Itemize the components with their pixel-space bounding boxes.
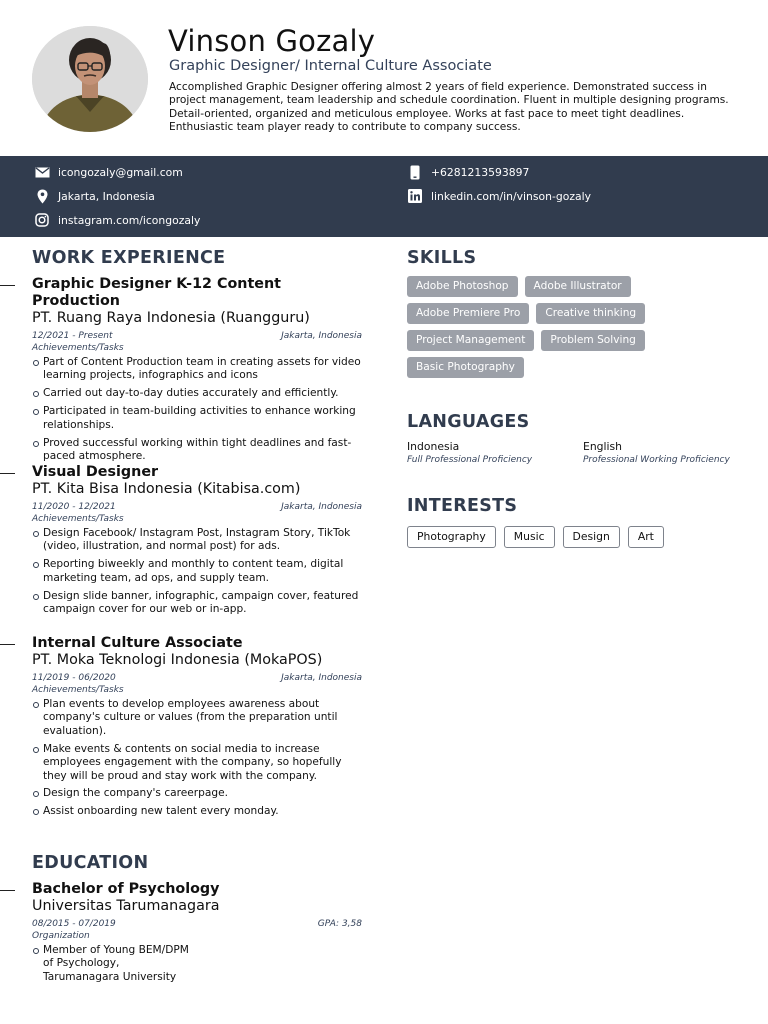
instagram-icon: [34, 212, 50, 228]
section-title-interests: INTERESTS: [407, 496, 518, 516]
education-item: [32, 881, 362, 989]
job-location: Jakarta, Indonesia: [281, 673, 362, 683]
section-title-skills: SKILLS: [407, 248, 477, 268]
mail-icon: [34, 164, 50, 180]
profile-role: Graphic Designer/ Internal Culture Associate: [169, 58, 492, 74]
job-title: Internal Culture Associate: [32, 635, 243, 651]
job-meta: [32, 330, 362, 342]
experience-item: [32, 276, 362, 468]
organization-item: Member of Young BEM/DPM of Psychology, Tarumanagara University: [32, 944, 192, 984]
interest-tag: Music: [504, 526, 555, 548]
organization-list: [32, 944, 192, 984]
task-item: Design Facebook/ Instagram Post, Instagram Story, TikTok (video, illustration, and normal post) for ads.: [32, 527, 362, 554]
job-location: Jakarta, Indonesia: [281, 331, 362, 341]
profile-summary: Accomplished Graphic Designer offering almost 2 years of field experience. Demonstrated success in project management, team leadership and schedule coordination. Fluent in multiple designing programs. Detail-oriented, organized and meticulous employee. Works at fast pace to meet tight deadlines. Enthusiastic team player ready to contribute to company success.: [169, 81, 729, 133]
interest-tag: Art: [628, 526, 664, 548]
skill-tag: Adobe Premiere Pro: [407, 303, 529, 324]
contact-instagram[interactable]: [34, 212, 200, 228]
experience-item: [32, 464, 362, 621]
job-dates: 11/2019 - 06/2020: [32, 673, 116, 683]
task-item: Participated in team-building activities to enhance working relationships.: [32, 405, 362, 432]
language-name: Indonesia: [407, 440, 460, 453]
task-item: Design the company's careerpage.: [32, 787, 362, 800]
job-company: PT. Moka Teknologi Indonesia (MokaPOS): [32, 652, 323, 668]
job-subheading: Achievements/Tasks: [32, 514, 124, 524]
task-item: Proved successful working within tight deadlines and fast-paced atmosphere.: [32, 437, 362, 464]
skills-list: [407, 276, 747, 384]
skill-tag: Basic Photography: [407, 357, 524, 378]
timeline-marker: [0, 890, 15, 891]
section-title-experience: WORK EXPERIENCE: [32, 248, 226, 268]
profile-photo: [32, 26, 148, 132]
skill-tag: Project Management: [407, 330, 534, 351]
language-level: Full Professional Proficiency: [407, 455, 533, 465]
section-title-languages: LANGUAGES: [407, 412, 530, 432]
contact-instagram-text: instagram.com/icongozaly: [58, 213, 201, 227]
location-pin-icon: [34, 188, 50, 204]
degree-title: Bachelor of Psychology: [32, 881, 220, 897]
skill-tag: Problem Solving: [541, 330, 644, 351]
job-title: Graphic Designer K-12 Content Production: [32, 276, 281, 309]
contact-email-text: icongozaly@gmail.com: [58, 165, 183, 179]
task-item: Make events & contents on social media to increase employees engagement with the company, so hopefully they will be proud and stay work with the company.: [32, 743, 362, 783]
skill-tag: Creative thinking: [536, 303, 645, 324]
language-item: [583, 440, 730, 466]
task-item: Carried out day-to-day duties accurately and efficiently.: [32, 387, 362, 400]
experience-item: [32, 635, 362, 823]
skill-tag: Adobe Illustrator: [525, 276, 631, 297]
interests-list: [407, 526, 672, 548]
job-subheading: Achievements/Tasks: [32, 685, 124, 695]
job-meta: [32, 501, 362, 513]
task-list: [32, 698, 362, 819]
language-level: Professional Working Proficiency: [583, 455, 730, 465]
contact-email[interactable]: [34, 164, 183, 180]
job-dates: 11/2020 - 12/2021: [32, 502, 116, 512]
job-title: Visual Designer: [32, 464, 159, 480]
linkedin-icon: [407, 188, 423, 204]
language-item: [407, 440, 532, 466]
education-meta: [32, 918, 362, 930]
task-item: Assist onboarding new talent every monday.: [32, 805, 362, 818]
timeline-marker: [0, 285, 15, 286]
job-company: PT. Ruang Raya Indonesia (Ruangguru): [32, 310, 310, 326]
job-company: PT. Kita Bisa Indonesia (Kitabisa.com): [32, 481, 301, 497]
education-dates: 08/2015 - 07/2019: [32, 919, 116, 929]
skill-tag: Adobe Photoshop: [407, 276, 518, 297]
interest-tag: Design: [563, 526, 620, 548]
task-item: Part of Content Production team in creating assets for video learning projects, infographics and icons: [32, 356, 362, 383]
contact-location: [34, 188, 155, 204]
school-name: Universitas Tarumanagara: [32, 898, 220, 914]
interest-tag: Photography: [407, 526, 496, 548]
task-item: Plan events to develop employees awareness about company's culture or values (from the preparation until evaluation).: [32, 698, 362, 738]
job-dates: 12/2021 - Present: [32, 331, 113, 341]
phone-icon: [407, 164, 423, 180]
language-name: English: [583, 440, 622, 453]
education-gpa: GPA: 3,58: [317, 919, 362, 929]
contact-phone-text: +6281213593897: [431, 165, 530, 179]
task-item: Reporting biweekly and monthly to content team, digital marketing team, ad ops, and supply team.: [32, 558, 362, 585]
job-subheading: Achievements/Tasks: [32, 343, 124, 353]
contact-phone[interactable]: [407, 164, 529, 180]
timeline-marker: [0, 473, 15, 474]
timeline-marker: [0, 644, 15, 645]
education-subheading: Organization: [32, 931, 90, 941]
profile-name: Vinson Gozaly: [168, 24, 376, 58]
contact-location-text: Jakarta, Indonesia: [58, 189, 155, 203]
task-item: Design slide banner, infographic, campaign cover, featured campaign cover for our web or in-app.: [32, 590, 362, 617]
contact-bar: [0, 156, 768, 237]
task-list: [32, 356, 362, 463]
task-list: [32, 527, 362, 616]
contact-linkedin[interactable]: [407, 188, 591, 204]
job-meta: [32, 672, 362, 684]
section-title-education: EDUCATION: [32, 853, 149, 873]
job-location: Jakarta, Indonesia: [281, 502, 362, 512]
contact-linkedin-text: linkedin.com/in/vinson-gozaly: [431, 189, 591, 203]
